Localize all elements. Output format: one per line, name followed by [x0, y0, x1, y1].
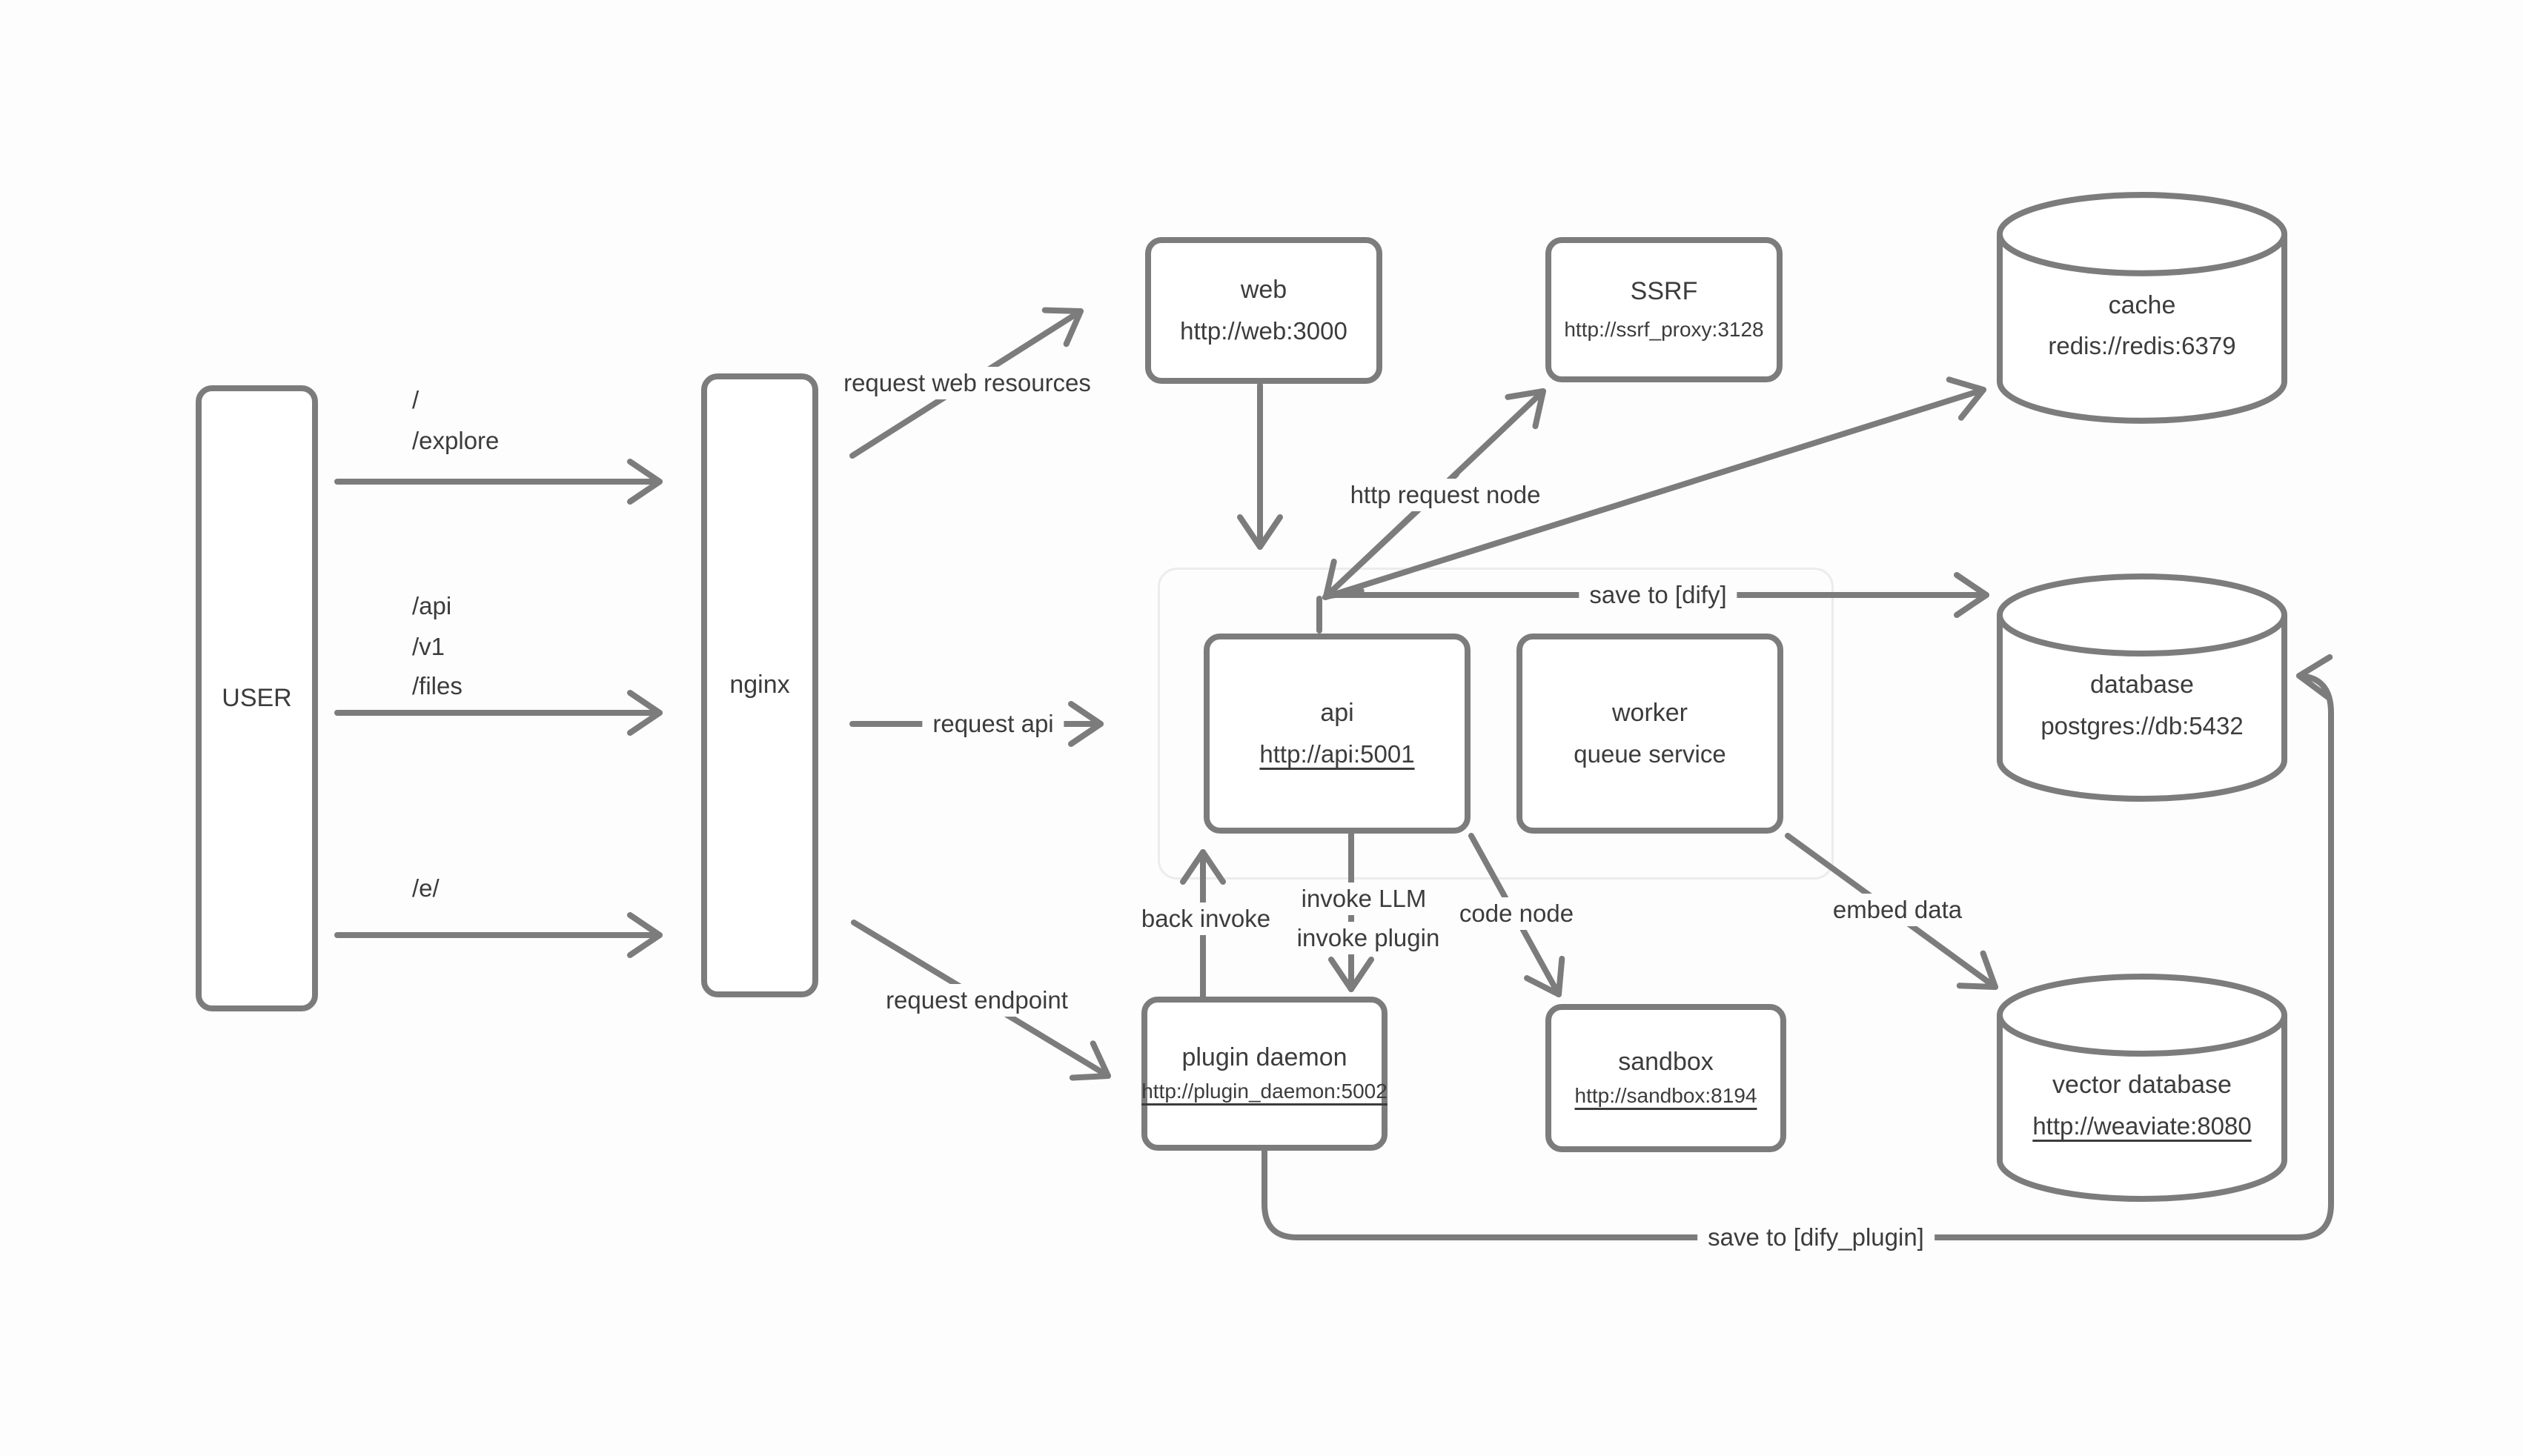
edge-label-invoke-llm: invoke LLM: [1291, 882, 1437, 915]
node-cache[interactable]: [1994, 189, 2290, 430]
web-title: web: [1240, 276, 1287, 305]
database-url: postgres://db:5432: [2040, 711, 2244, 739]
node-web[interactable]: [1145, 237, 1382, 384]
path-label-e: /e/: [412, 874, 440, 902]
path-label-api: /api: [412, 592, 452, 619]
user-label: USER: [222, 683, 292, 712]
node-api[interactable]: [1204, 634, 1471, 834]
database-title: database: [2090, 671, 2194, 699]
sandbox-title: sandbox: [1618, 1048, 1714, 1077]
node-plugin-daemon[interactable]: [1141, 997, 1388, 1151]
node-sandbox[interactable]: [1545, 1004, 1786, 1152]
node-worker[interactable]: [1516, 634, 1783, 834]
api-title: api: [1320, 699, 1354, 728]
edge-label-code-node: code node: [1449, 897, 1584, 930]
node-ssrf[interactable]: [1545, 237, 1783, 382]
edge-label-save-to-dify-plugin: save to [dify_plugin]: [1697, 1221, 1934, 1254]
ssrf-title: SSRF: [1630, 277, 1698, 306]
edge-label-request-web-resources: request web resources: [833, 367, 1101, 399]
node-database[interactable]: [1994, 571, 2290, 808]
plugin-daemon-title: plugin daemon: [1181, 1043, 1347, 1072]
vector-database-title: vector database: [2052, 1071, 2232, 1100]
edge-label-embed-data: embed data: [1823, 894, 1972, 926]
edge-label-invoke-plugin: invoke plugin: [1287, 922, 1451, 954]
cache-url: redis://redis:6379: [2048, 332, 2236, 360]
edge-label-request-api: request api: [922, 708, 1064, 740]
api-url-link[interactable]: http://api:5001: [1259, 739, 1415, 768]
worker-subtitle: queue service: [1574, 739, 1726, 768]
node-vector-database[interactable]: [1994, 971, 2290, 1208]
web-url: http://web:3000: [1180, 316, 1347, 345]
path-label-v1: /v1: [412, 633, 445, 660]
path-label-files: /files: [412, 672, 463, 699]
vector-database-url-link[interactable]: http://weaviate:8080: [2032, 1111, 2252, 1140]
nginx-label: nginx: [729, 671, 790, 699]
path-label-explore: /explore: [412, 427, 500, 454]
edge-label-request-endpoint: request endpoint: [875, 984, 1078, 1017]
ssrf-url: http://ssrf_proxy:3128: [1564, 318, 1764, 342]
edge-label-back-invoke: back invoke: [1131, 902, 1281, 935]
plugin-daemon-url-link[interactable]: http://plugin_daemon:5002: [1141, 1080, 1388, 1103]
node-user[interactable]: [196, 385, 318, 1011]
path-label-root: /: [412, 386, 420, 413]
sandbox-url-link[interactable]: http://sandbox:8194: [1574, 1084, 1757, 1108]
edge-label-http-request-node: http request node: [1340, 479, 1551, 511]
node-nginx[interactable]: [701, 373, 818, 997]
cache-title: cache: [2108, 290, 2176, 319]
edge-label-save-to-dify: save to [dify]: [1579, 579, 1737, 611]
worker-title: worker: [1611, 699, 1688, 728]
